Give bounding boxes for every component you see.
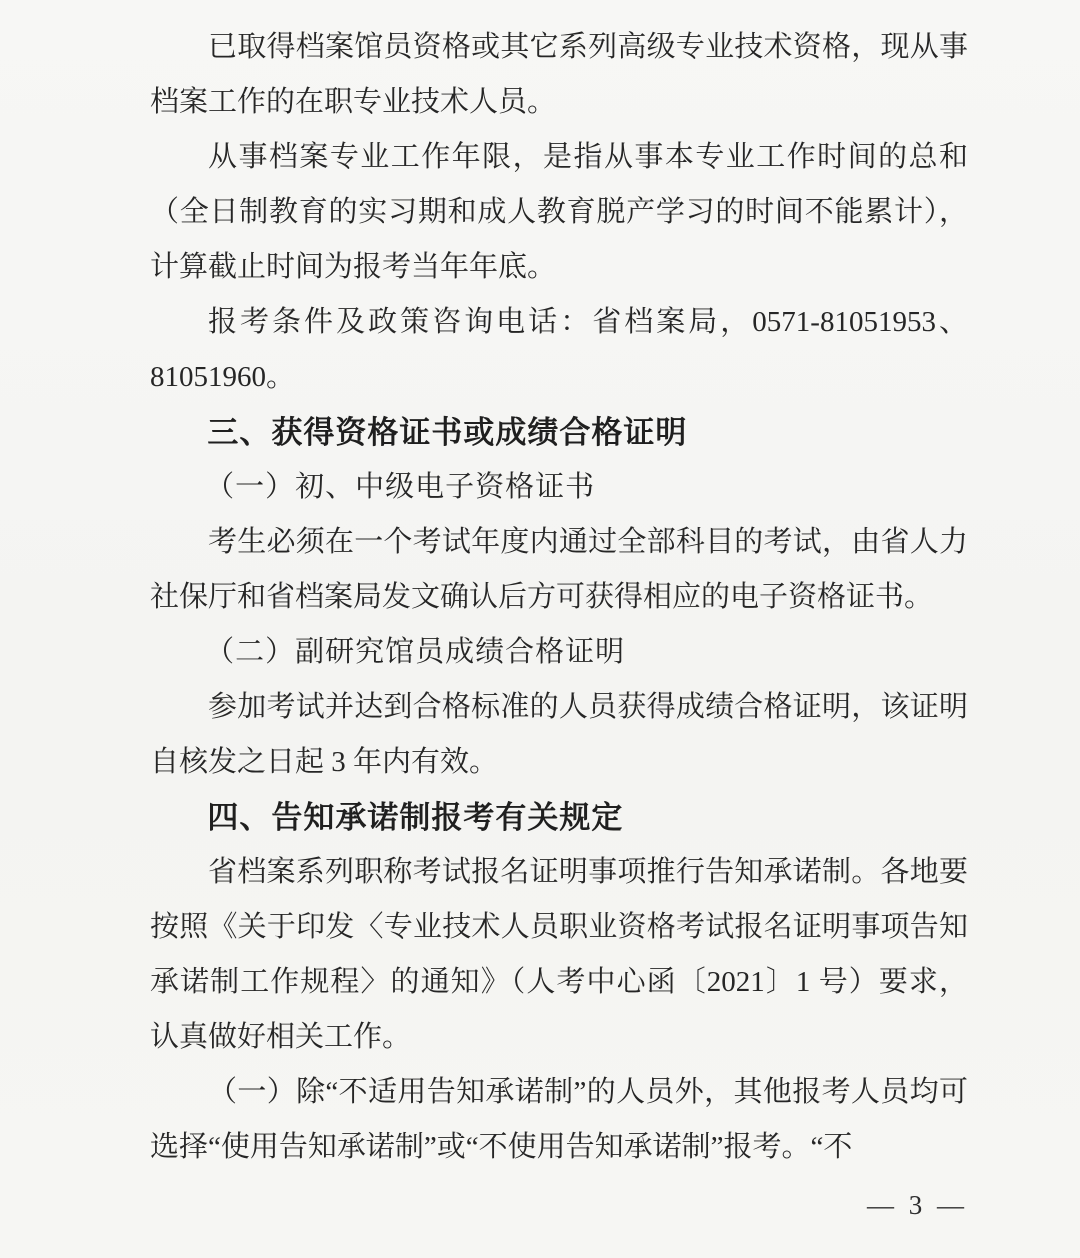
subsection-heading-associate-researcher: （二）副研究馆员成绩合格证明 [205,636,626,668]
section-heading-certificates: 三、获得资格证书或成绩合格证明 [207,415,688,450]
paragraph-electronic-certificate: 考生必须在一个考试年度内通过全部科目的考试，由省人力社保厅和省档案局发文确认后方可获得相应的电子资格证书。 [150,526,968,613]
paragraph-commitment-system-implementation: 省档案系列职称考试报名证明事项推行告知承诺制。各地要按照《关于印发〈专业技术人员职业资格考试报名证明事项告知承诺制工作规程〉的通知》（人考中心函〔2021〕1 号）要求，认真做好相关工作。 [150,856,968,1053]
paragraph-consultation-phone: 报考条件及政策咨询电话：省档案局，0571-81051953、81051960。 [150,306,968,393]
subsection-heading-junior-mid-certificate: （一）初、中级电子资格证书 [205,471,596,503]
document-body [150,20,968,1175]
paragraph-commitment-options: （一）除“不适用告知承诺制”的人员外，其他报考人员均可选择“使用告知承诺制”或“不使用告知承诺制”报考。“不 [150,1076,968,1163]
paragraph-qualified-personnel: 已取得档案馆员资格或其它系列高级专业技术资格，现从事档案工作的在职专业技术人员。 [150,31,968,118]
page-number: — 3 — [867,1190,968,1220]
paragraph-work-years-definition: 从事档案专业工作年限，是指从事本专业工作时间的总和（全日制教育的实习期和成人教育脱产学习的时间不能累计），计算截止时间为报考当年年底。 [150,141,968,283]
section-heading-commitment-system: 四、告知承诺制报考有关规定 [207,800,624,835]
paragraph-score-certificate-validity: 参加考试并达到合格标准的人员获得成绩合格证明，该证明自核发之日起 3 年内有效。 [150,691,968,778]
